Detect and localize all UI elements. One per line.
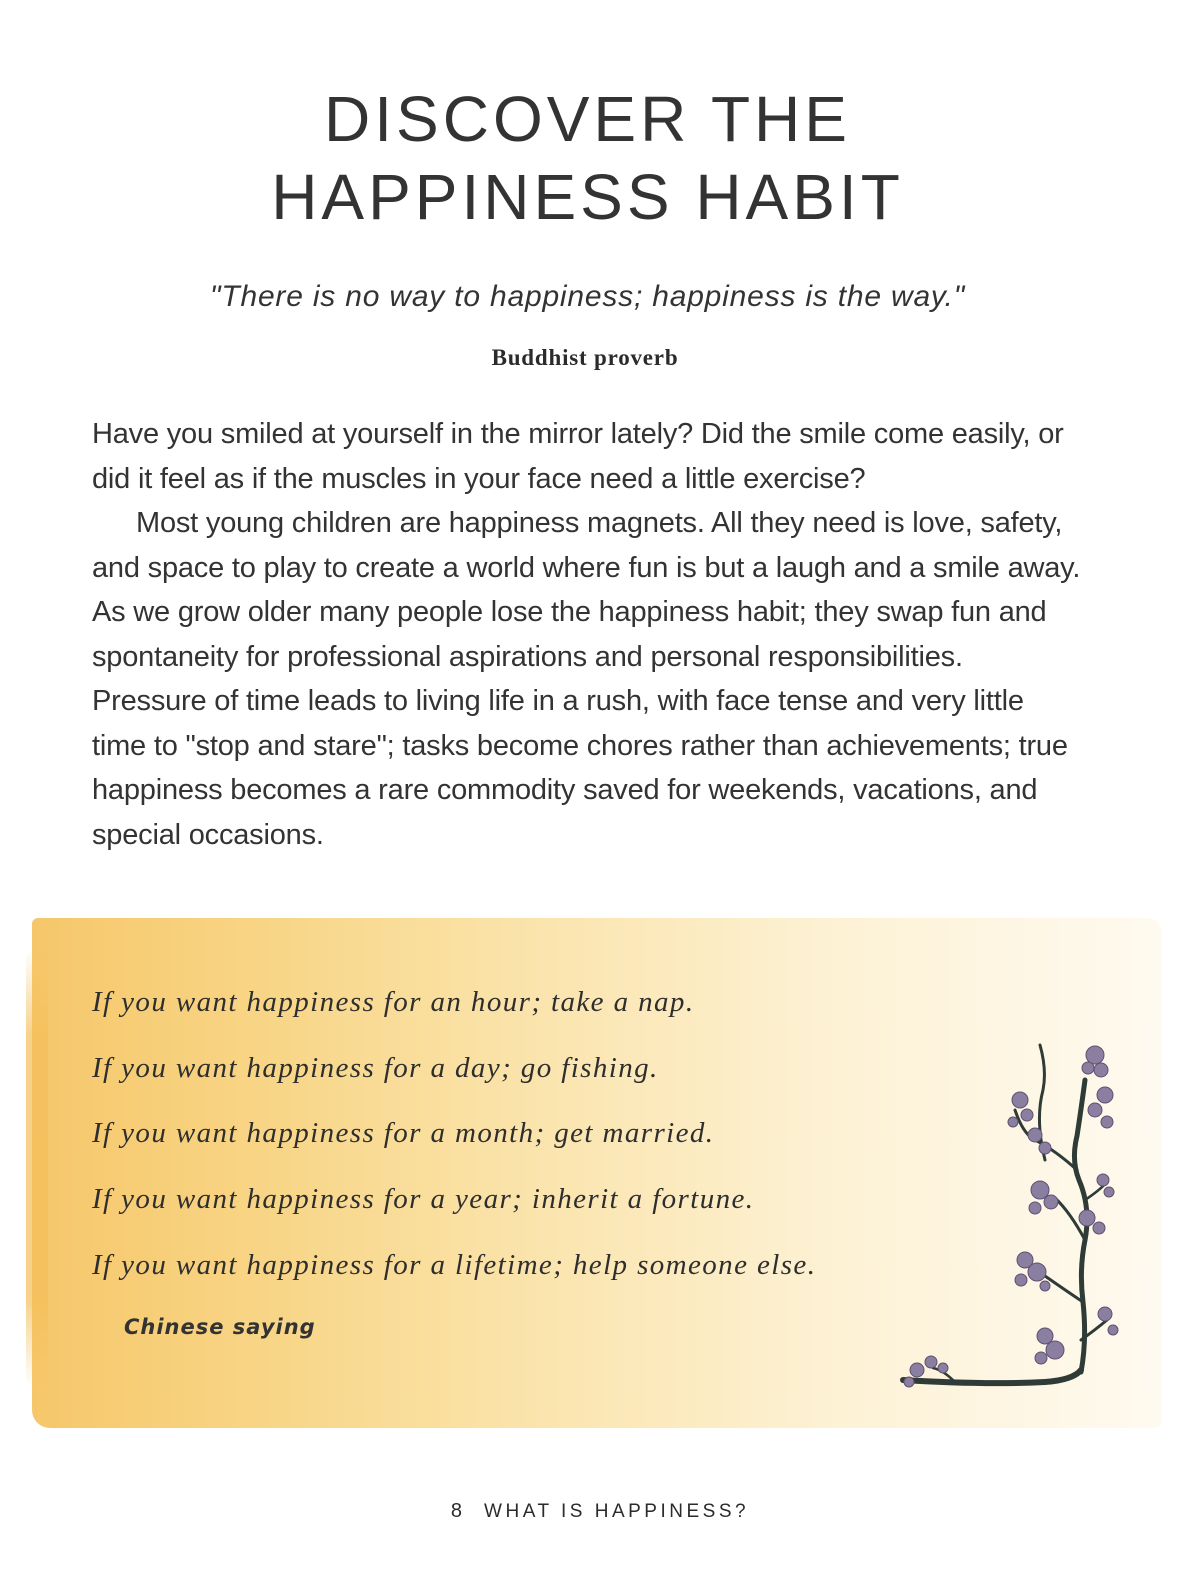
paragraph-1: Have you smiled at yourself in the mirror lately? Did the smile come easily, or did it feel as if the muscles in your face need a little exercise? [92,418,1064,495]
paragraph-2: Most young children are happiness magnets. All they need is love, safety, and space to play to create a world where fun is but a laugh and a smile away. As we grow older many people lose the happiness habit; they swap fun and spontaneity for professional aspirations and personal responsibilities. Pressure of time leads to living life in a rush, with face tense and very little time to "stop and stare"; tasks become chores rather than achievements; true happiness becomes a rare commodity saved for weekends, vacations, and special occasions. [92,507,1081,851]
saying-source: Chinese saying [124,1315,316,1339]
page-number: 8 [450,1500,463,1522]
body-text [92,412,1082,857]
section-title: WHAT IS HAPPINESS? [484,1501,750,1522]
page-title [0,80,1175,236]
saying-line: If you want happiness for a lifetime; help someone else. [92,1248,817,1281]
title-line-2: HAPPINESS HABIT [271,161,904,233]
saying-line: If you want happiness for a month; get married. [92,1117,715,1150]
title-line-1: DISCOVER THE [324,83,851,155]
blossom-branch-icon [895,1040,1125,1400]
sayings-list [92,970,972,1299]
saying-line: If you want happiness for a day; go fishing. [92,1051,659,1084]
page-footer [0,1500,1200,1523]
saying-line: If you want happiness for a year; inherit a fortune. [92,1183,755,1216]
saying-line: If you want happiness for an hour; take a nap. [92,986,695,1018]
epigraph-source: Buddhist proverb [491,345,679,370]
epigraph-quote: "There is no way to happiness; happiness is the way." [209,280,966,313]
